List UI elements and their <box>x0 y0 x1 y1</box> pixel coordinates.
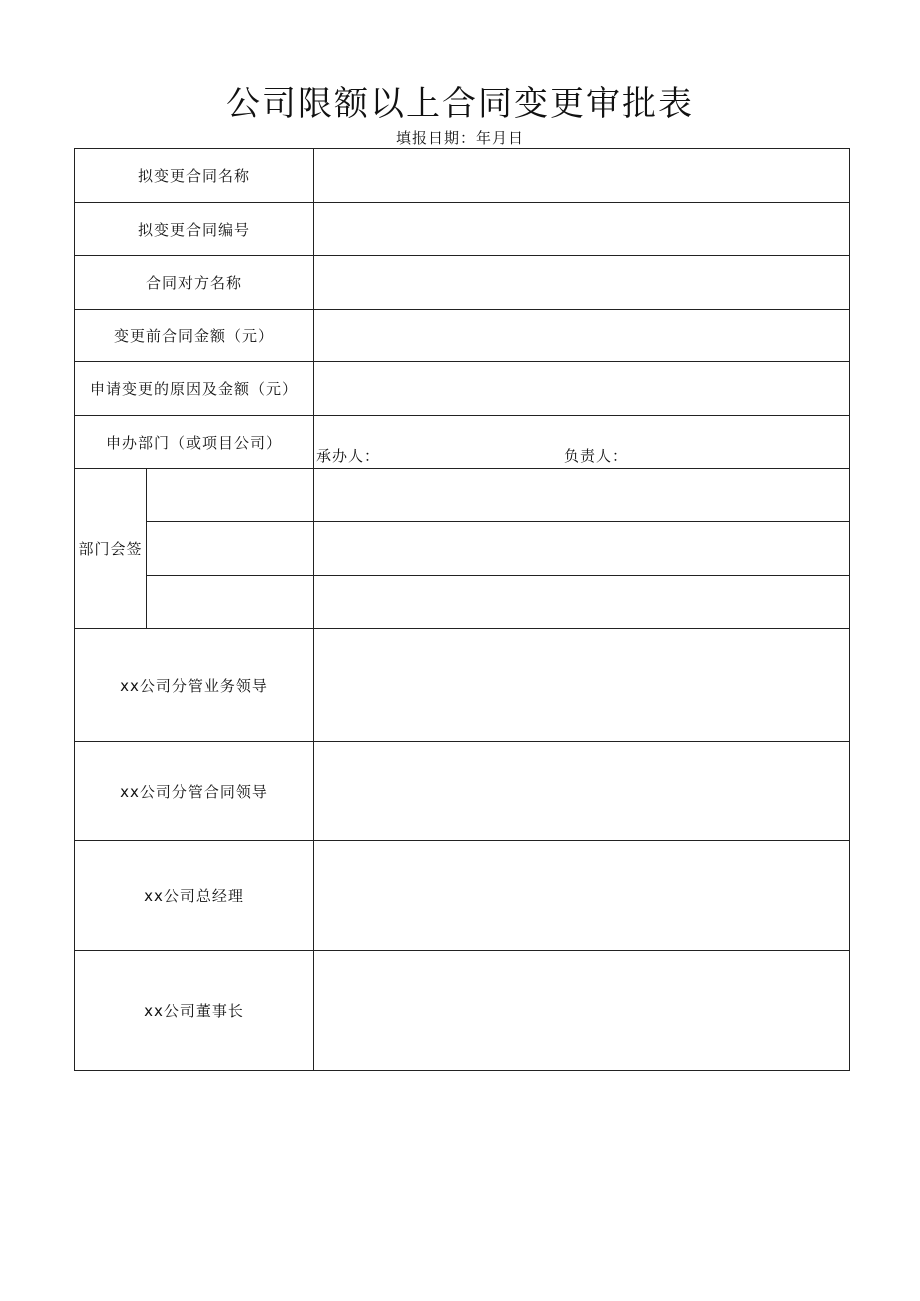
handler-label: 承办人： <box>316 447 381 465</box>
chairman-field[interactable] <box>314 951 850 1071</box>
counterparty-label: 合同对方名称 <box>75 256 314 310</box>
responsible-label: 负责人： <box>564 447 629 465</box>
contract-name-field[interactable] <box>314 149 850 203</box>
row-change-reason <box>75 362 850 416</box>
row-counterparty <box>75 256 850 310</box>
applying-dept-field[interactable] <box>314 416 850 469</box>
general-manager-label: xx公司总经理 <box>75 841 314 951</box>
countersign-sign-3[interactable] <box>314 576 850 629</box>
change-reason-label: 申请变更的原因及金额（元） <box>75 362 314 416</box>
row-amount-before <box>75 310 850 362</box>
applying-dept-label: 申办部门（或项目公司） <box>75 416 314 469</box>
row-general-manager <box>75 841 850 951</box>
contract-leader-label: xx公司分管合同领导 <box>75 742 314 841</box>
contract-number-label: 拟变更合同编号 <box>75 203 314 256</box>
amount-before-label: 变更前合同金额（元） <box>75 310 314 362</box>
countersign-sign-2[interactable] <box>314 522 850 576</box>
form-title: 公司限额以上合同变更审批表 <box>226 84 694 124</box>
row-countersign-3 <box>75 576 850 629</box>
contract-number-field[interactable] <box>314 203 850 256</box>
change-reason-field[interactable] <box>314 362 850 416</box>
row-countersign-2 <box>75 522 850 576</box>
business-leader-field[interactable] <box>314 629 850 742</box>
fill-date: 填报日期：年月日 <box>395 129 524 147</box>
contract-leader-field[interactable] <box>314 742 850 841</box>
countersign-dept-3[interactable] <box>147 576 314 629</box>
approval-form-table <box>74 148 850 1071</box>
dept-countersign-label: 部门会签 <box>75 469 147 629</box>
row-chairman <box>75 951 850 1071</box>
row-contract-number <box>75 203 850 256</box>
row-business-leader <box>75 629 850 742</box>
contract-name-label: 拟变更合同名称 <box>75 149 314 203</box>
row-countersign-1 <box>75 469 850 522</box>
row-contract-leader <box>75 742 850 841</box>
chairman-label: xx公司董事长 <box>75 951 314 1071</box>
business-leader-label: xx公司分管业务领导 <box>75 629 314 742</box>
amount-before-field[interactable] <box>314 310 850 362</box>
row-applying-dept <box>75 416 850 469</box>
countersign-dept-2[interactable] <box>147 522 314 576</box>
general-manager-field[interactable] <box>314 841 850 951</box>
row-contract-name <box>75 149 850 203</box>
counterparty-field[interactable] <box>314 256 850 310</box>
countersign-sign-1[interactable] <box>314 469 850 522</box>
countersign-dept-1[interactable] <box>147 469 314 522</box>
